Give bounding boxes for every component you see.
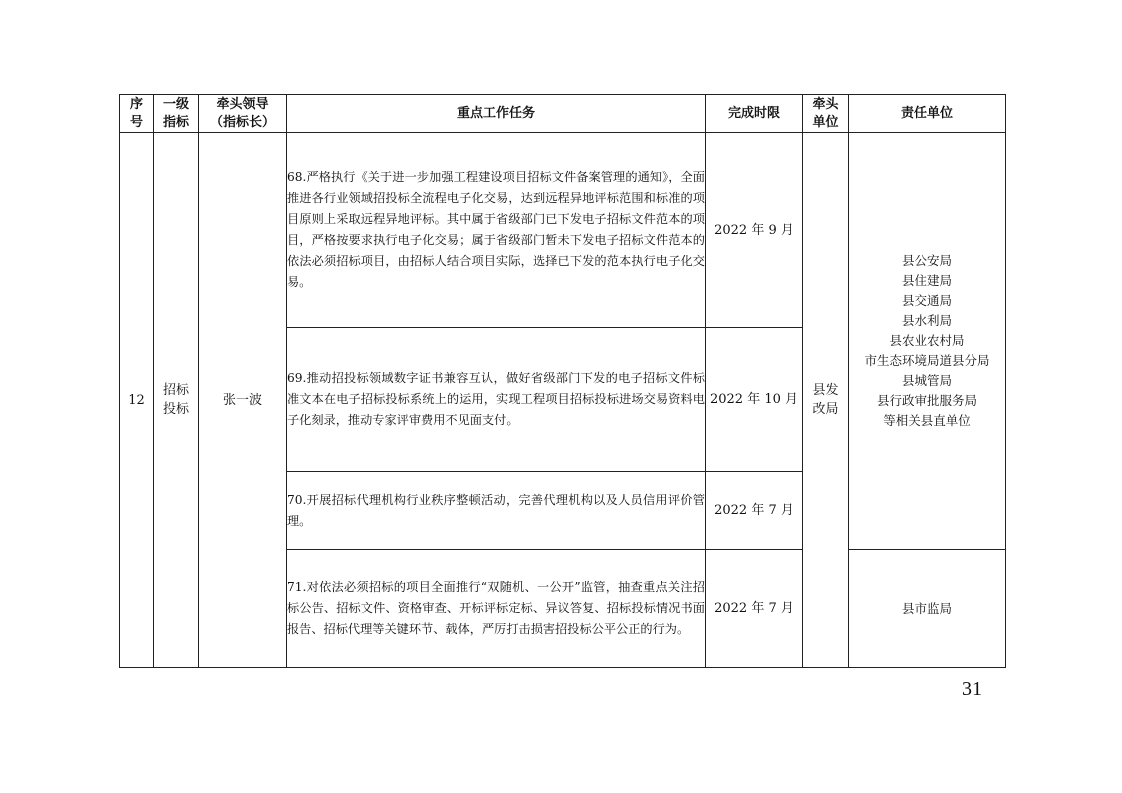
header-row (120, 95, 1006, 133)
task-cell: 68.严格执行《关于进一步加强工程建设项目招标文件备案管理的通知》，全面推进各行业领域招投标全流程电子化交易，达到远程异地评标范围和标准的项目原则上采取远程异地评标。其中属于省级部门已下发电子招标文件范本的项目，严格按要求执行电子化交易；属于省级部门暂未下发电子招标文件范本的依法必须招标项目，由招标人结合项目实际，选择已下发的范本执行电子化交易。 (287, 133, 706, 328)
task-cell: 69.推动招投标领域数字证书兼容互认，做好省级部门下发的电子招标文件标准文本在电子招标投标系统上的运用，实现工程项目招标投标进场交易资料电子化刻录，推动专家评审费用不见面支付。 (287, 328, 706, 472)
responsible-cell: 县市监局 (849, 550, 1006, 668)
responsible-cell (849, 133, 1006, 550)
header-level1: 一级 指标 (154, 95, 199, 133)
page-number: 31 (962, 678, 982, 700)
responsible-unit: 县行政审批服务局 (876, 393, 977, 408)
leader-cell: 张一波 (199, 133, 287, 668)
lead-unit-cell: 县发 改局 (803, 133, 849, 668)
task-cell: 71.对依法必须招标的项目全面推行“双随机、一公开”监管，抽查重点关注招标公告、招标文件、资格审查、开标评标定标、异议答复、招标投标情况书面报告、招标代理等关键环节、载体，严厉打击损害招投标公平公正的行为。 (287, 550, 706, 668)
header-deadline: 完成时限 (706, 95, 803, 133)
deadline-cell: 2022 年 7 月 (706, 472, 803, 550)
header-lead-unit: 牵头 单位 (803, 95, 849, 133)
level1-cell (154, 133, 199, 668)
responsible-unit: 市生态环境局道县分局 (864, 353, 990, 368)
responsible-unit: 县城管局 (901, 373, 952, 388)
responsible-unit: 县公安局 (901, 253, 952, 268)
responsible-unit: 县农业农村局 (889, 333, 965, 348)
header-seq: 序 号 (120, 95, 154, 133)
task-table (119, 94, 1006, 668)
deadline-cell: 2022 年 7 月 (706, 550, 803, 668)
responsible-unit: 县交通局 (901, 293, 952, 308)
responsible-unit: 县住建局 (901, 273, 952, 288)
deadline-cell: 2022 年 9 月 (706, 133, 803, 328)
table-row (120, 133, 1006, 328)
seq-cell: 12 (120, 133, 154, 668)
level1-text: 招标 投标 (162, 383, 189, 417)
responsible-unit: 县水利局 (901, 313, 952, 328)
header-responsible: 责任单位 (849, 95, 1006, 133)
task-cell: 70.开展招标代理机构行业秩序整顿活动，完善代理机构以及人员信用评价管理。 (287, 472, 706, 550)
deadline-cell: 2022 年 10 月 (706, 328, 803, 472)
header-leader: 牵头领导 （指标长） (199, 95, 287, 133)
header-task: 重点工作任务 (287, 95, 706, 133)
responsible-unit: 等相关县直单位 (883, 413, 971, 428)
responsible-list (849, 251, 1005, 431)
